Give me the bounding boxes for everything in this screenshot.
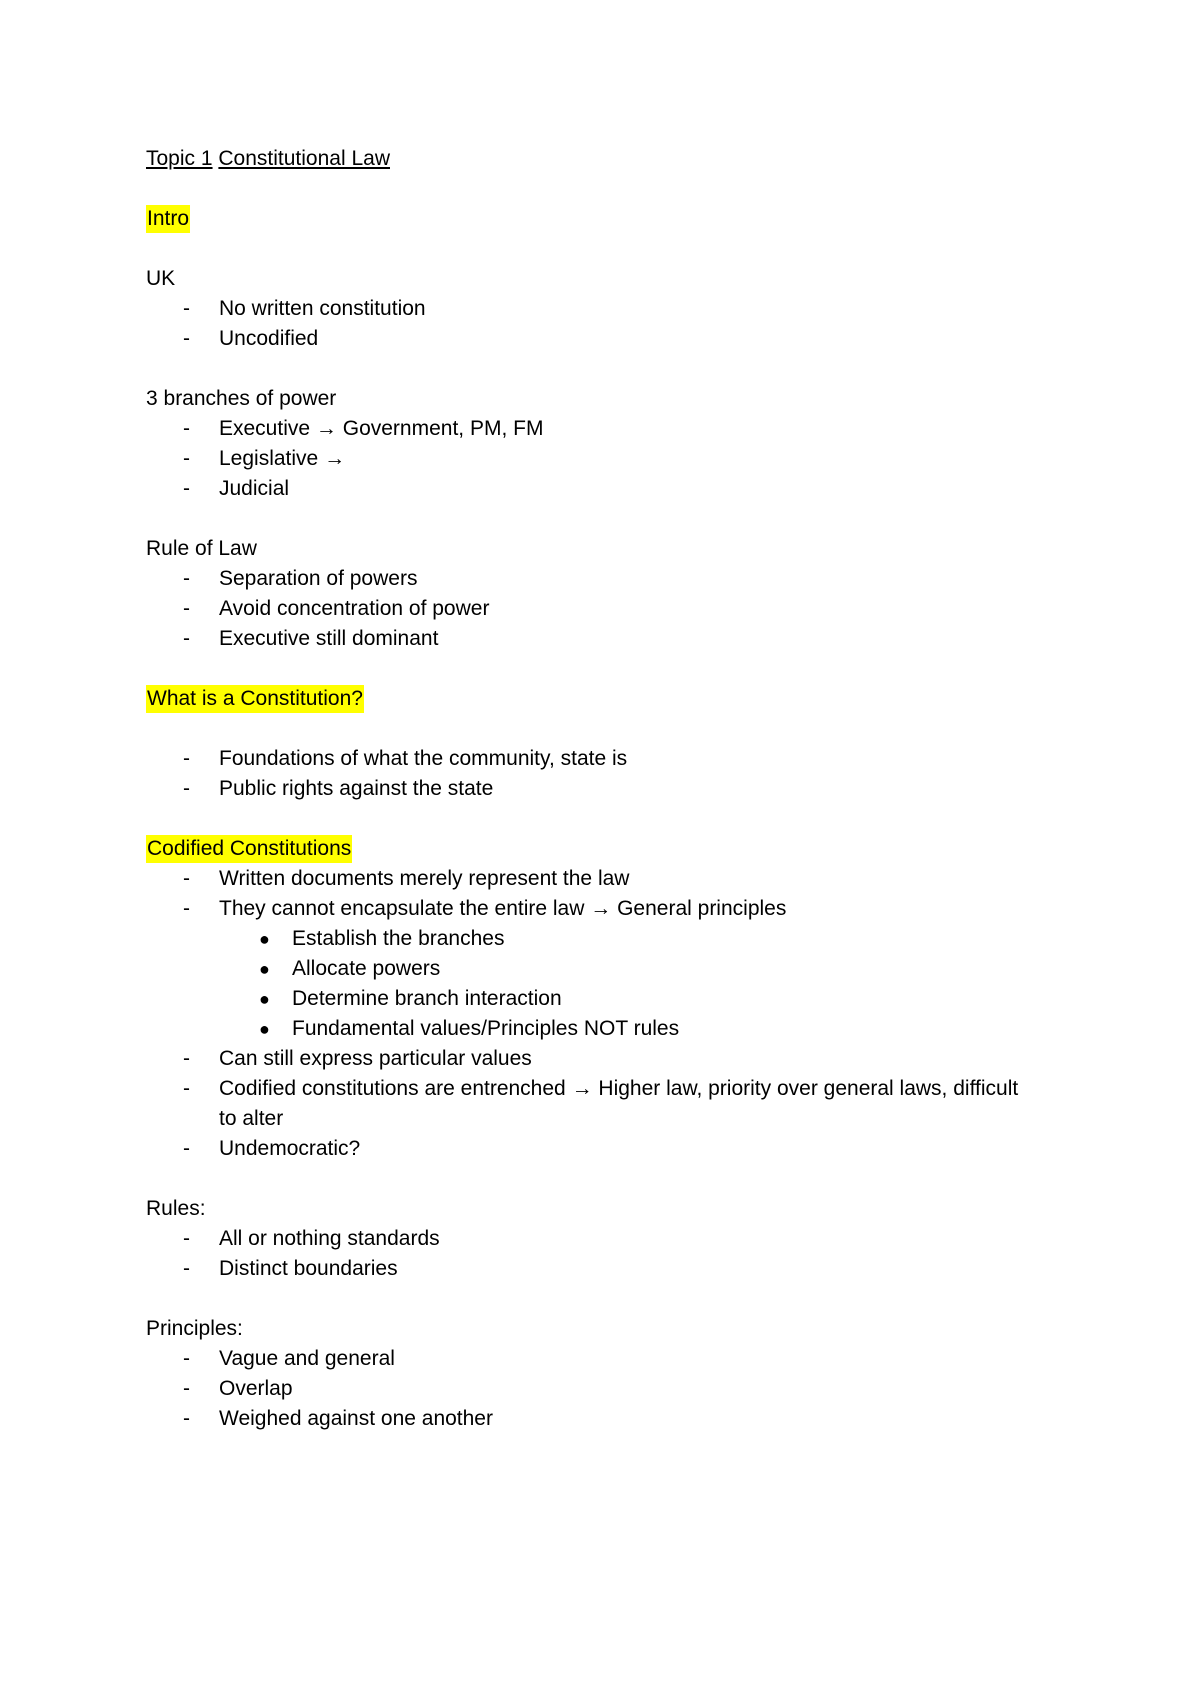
dash-marker: - [183, 567, 190, 590]
list-item [146, 1134, 1066, 1164]
heading-codified [146, 834, 1066, 864]
list-item [146, 1224, 1066, 1254]
list-item [146, 624, 1066, 654]
list-item [146, 294, 1066, 324]
list-item-text: Public rights against the state [219, 777, 494, 800]
bullet-icon: ● [259, 989, 270, 1009]
list-item [146, 894, 1066, 924]
list-item [146, 1374, 1066, 1404]
sub-list-item-text: Determine branch interaction [292, 987, 562, 1010]
list-item-text: Judicial [219, 477, 290, 500]
list-item-text: Avoid concentration of power [219, 597, 490, 620]
list-item-text: Undemocratic? [219, 1137, 361, 1160]
list-item [146, 1344, 1066, 1374]
sub-list-item-text: Fundamental values/Principles NOT rules [292, 1017, 680, 1040]
list-item-text: Foundations of what the community, state is [219, 747, 628, 770]
sub-list-item [146, 924, 1066, 954]
dash-marker: - [183, 1377, 190, 1400]
dash-marker: - [183, 597, 190, 620]
document-page [146, 144, 1066, 1434]
sub-list-item-text: Establish the branches [292, 927, 505, 950]
list-item-text: All or nothing standards [219, 1227, 440, 1250]
list-item-text: Uncodified [219, 327, 319, 350]
list-item-after: Higher law, priority over general laws, difficult to alter [219, 1077, 1019, 1130]
list-item-text: Executive still dominant [219, 627, 439, 650]
list-item [146, 1044, 1066, 1074]
list-item [146, 444, 1066, 474]
list-item-text: Overlap [219, 1377, 293, 1400]
list-item-text: Can still express particular values [219, 1047, 532, 1070]
list-item [146, 594, 1066, 624]
document-title [146, 144, 1066, 174]
dash-marker: - [183, 477, 190, 500]
bullet-icon: ● [259, 929, 270, 949]
bullet-icon: ● [259, 1019, 270, 1039]
sub-list-item-text: Allocate powers [292, 957, 441, 980]
heading-intro-text: Intro [146, 205, 190, 233]
title-subject: Constitutional Law [218, 147, 390, 170]
dash-marker: - [183, 297, 190, 320]
sub-list-item [146, 954, 1066, 984]
list-item-after: General principles [617, 897, 787, 920]
dash-marker: - [183, 1137, 190, 1160]
dash-marker: - [183, 747, 190, 770]
dash-marker: - [183, 1407, 190, 1430]
arrow-icon: → [324, 447, 346, 470]
list-item [146, 774, 1066, 804]
dash-marker: - [183, 447, 190, 470]
list-item [146, 864, 1066, 894]
dash-marker: - [183, 867, 190, 890]
list-item-text: Weighed against one another [219, 1407, 493, 1430]
list-item-text: They cannot encapsulate the entire law [219, 897, 585, 920]
heading-rule-of-law: Rule of Law [146, 537, 257, 560]
arrow-icon: → [315, 417, 337, 440]
dash-marker: - [183, 1347, 190, 1370]
heading-what-is-text: What is a Constitution? [146, 685, 364, 713]
dash-marker: - [183, 777, 190, 800]
list-item-text: Separation of powers [219, 567, 418, 590]
list-item-text: Legislative [219, 447, 319, 470]
list-item-text: Written documents merely represent the law [219, 867, 630, 890]
sub-list-item [146, 984, 1066, 1014]
dash-marker: - [183, 1257, 190, 1280]
list-item-text: No written constitution [219, 297, 426, 320]
list-item [146, 1074, 1039, 1134]
list-item-text: Distinct boundaries [219, 1257, 398, 1280]
dash-marker: - [183, 327, 190, 350]
list-item [146, 324, 1066, 354]
heading-branches: 3 branches of power [146, 387, 337, 410]
arrow-icon: → [571, 1077, 593, 1100]
heading-rules: Rules: [146, 1197, 206, 1220]
list-item-text: Vague and general [219, 1347, 395, 1370]
list-item [146, 414, 1066, 444]
list-item [146, 474, 1066, 504]
dash-marker: - [183, 1227, 190, 1250]
arrow-icon: → [590, 897, 612, 920]
list-item [146, 1254, 1066, 1284]
heading-principles: Principles: [146, 1317, 243, 1340]
list-item-after: Government, PM, FM [342, 417, 544, 440]
heading-what-is-constitution [146, 684, 1066, 714]
title-topic: Topic 1 [146, 147, 213, 170]
bullet-icon: ● [259, 959, 270, 979]
heading-intro [146, 204, 1066, 234]
list-item [146, 744, 1066, 774]
heading-codified-text: Codified Constitutions [146, 835, 352, 863]
sub-list-item [146, 1014, 1066, 1044]
list-item [146, 1404, 1066, 1434]
dash-marker: - [183, 627, 190, 650]
list-item [146, 564, 1066, 594]
dash-marker: - [183, 417, 190, 440]
list-item-text: Executive [219, 417, 311, 440]
heading-uk: UK [146, 267, 176, 290]
dash-marker: - [183, 897, 190, 920]
list-item-text: Codified constitutions are entrenched [219, 1077, 566, 1100]
dash-marker: - [183, 1047, 190, 1070]
dash-marker: - [183, 1077, 190, 1100]
